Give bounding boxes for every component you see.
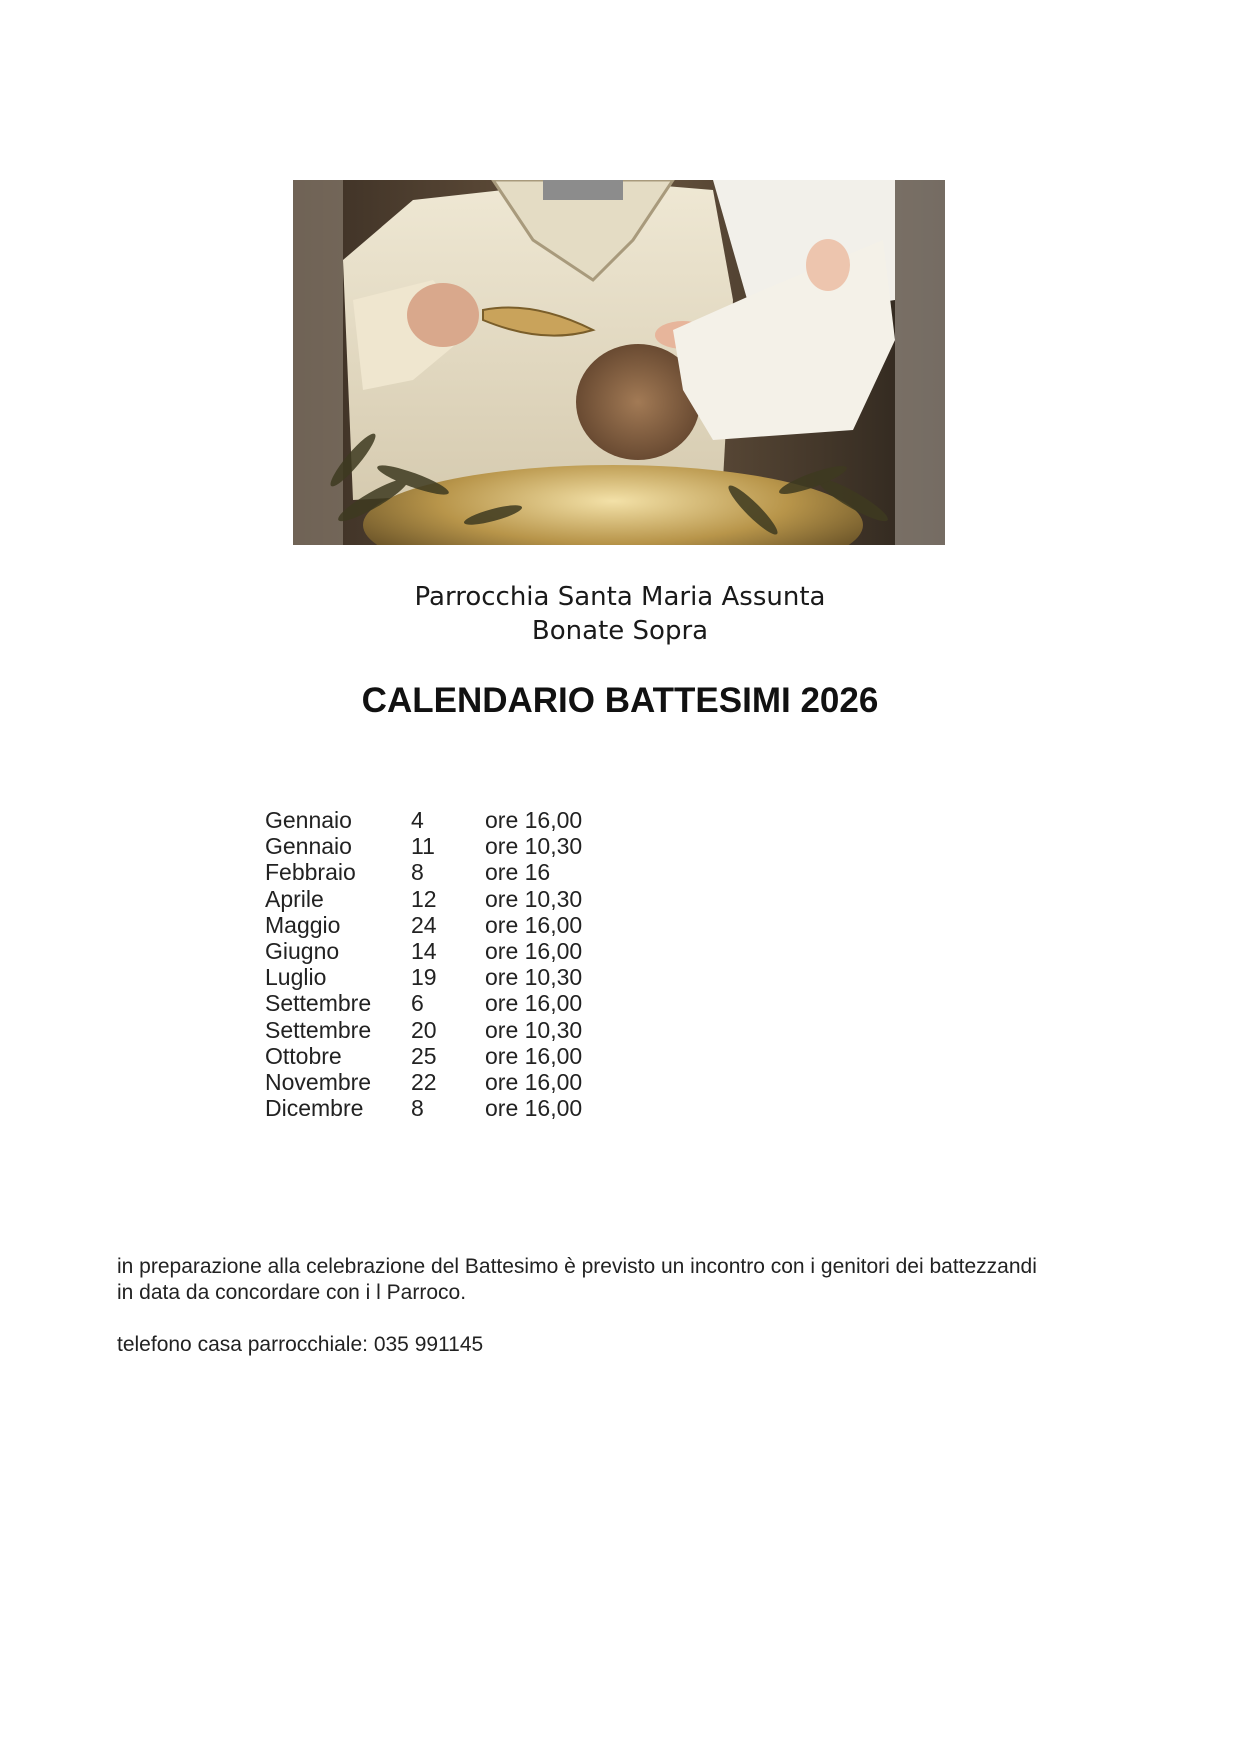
schedule-day: 4 — [411, 807, 424, 833]
schedule-row — [265, 1069, 582, 1095]
preparation-note — [117, 1254, 1137, 1306]
schedule-row — [265, 1043, 582, 1069]
schedule-month: Settembre — [265, 1016, 372, 1043]
schedule-row — [265, 886, 582, 912]
schedule-time: ore 10,30 — [485, 964, 583, 991]
schedule-time: ore 10,30 — [485, 833, 583, 860]
schedule-day: 8 — [411, 859, 424, 886]
page-title: CALENDARIO BATTESIMI 2026 — [361, 681, 879, 720]
schedule-time: ore 16,00 — [485, 1042, 583, 1069]
schedule-day: 11 — [411, 833, 435, 860]
schedule-month: Febbraio — [265, 859, 356, 886]
schedule-time: ore 16,00 — [485, 1068, 583, 1095]
schedule-row — [265, 912, 582, 938]
schedule-day: 22 — [411, 1068, 437, 1095]
schedule-row — [265, 859, 582, 885]
schedule-month: Maggio — [265, 911, 341, 938]
schedule-time: ore 16,00 — [485, 990, 583, 1017]
baptism-illustration — [293, 180, 945, 545]
schedule-row — [265, 964, 582, 990]
schedule-month: Novembre — [265, 1068, 372, 1095]
schedule-row — [265, 990, 582, 1016]
schedule-time: ore 10,30 — [485, 1016, 583, 1043]
schedule-day: 6 — [411, 990, 424, 1017]
schedule-time: ore 16 — [485, 859, 551, 886]
schedule-month: Luglio — [265, 964, 327, 991]
schedule-row — [265, 1095, 582, 1121]
schedule-day: 14 — [411, 937, 437, 964]
baptism-photo — [293, 180, 945, 545]
schedule-month: Dicembre — [265, 1095, 364, 1122]
schedule-day: 12 — [411, 885, 437, 912]
schedule-time: ore 16,00 — [485, 911, 583, 938]
schedule-month: Gennaio — [265, 833, 352, 860]
schedule-row — [265, 833, 582, 859]
schedule-day: 8 — [411, 1095, 424, 1122]
schedule-month: Gennaio — [265, 807, 352, 833]
schedule-month: Ottobre — [265, 1042, 342, 1069]
parish-name: Parrocchia Santa Maria Assunta — [414, 582, 826, 612]
note-line: in data da concordare con i l Parroco. — [117, 1281, 467, 1304]
baptism-schedule — [265, 807, 582, 1121]
schedule-row — [265, 938, 582, 964]
schedule-day: 24 — [411, 911, 437, 938]
schedule-time: ore 16,00 — [485, 1095, 583, 1122]
schedule-month: Settembre — [265, 990, 372, 1017]
parish-town: Bonate Sopra — [531, 616, 709, 646]
schedule-time: ore 16,00 — [485, 807, 583, 833]
schedule-row — [265, 1017, 582, 1043]
schedule-time: ore 10,30 — [485, 885, 583, 912]
schedule-time: ore 16,00 — [485, 937, 583, 964]
schedule-day: 19 — [411, 964, 437, 991]
schedule-day: 20 — [411, 1016, 437, 1043]
note-line: in preparazione alla celebrazione del Battesimo è previsto un incontro con i genitori dei battezzandi — [117, 1255, 1037, 1278]
schedule-day: 25 — [411, 1042, 437, 1069]
parish-phone: telefono casa parrocchiale: 035 991145 — [117, 1333, 484, 1356]
schedule-month: Giugno — [265, 937, 340, 964]
schedule-month: Aprile — [265, 885, 324, 912]
schedule-row — [265, 807, 582, 833]
